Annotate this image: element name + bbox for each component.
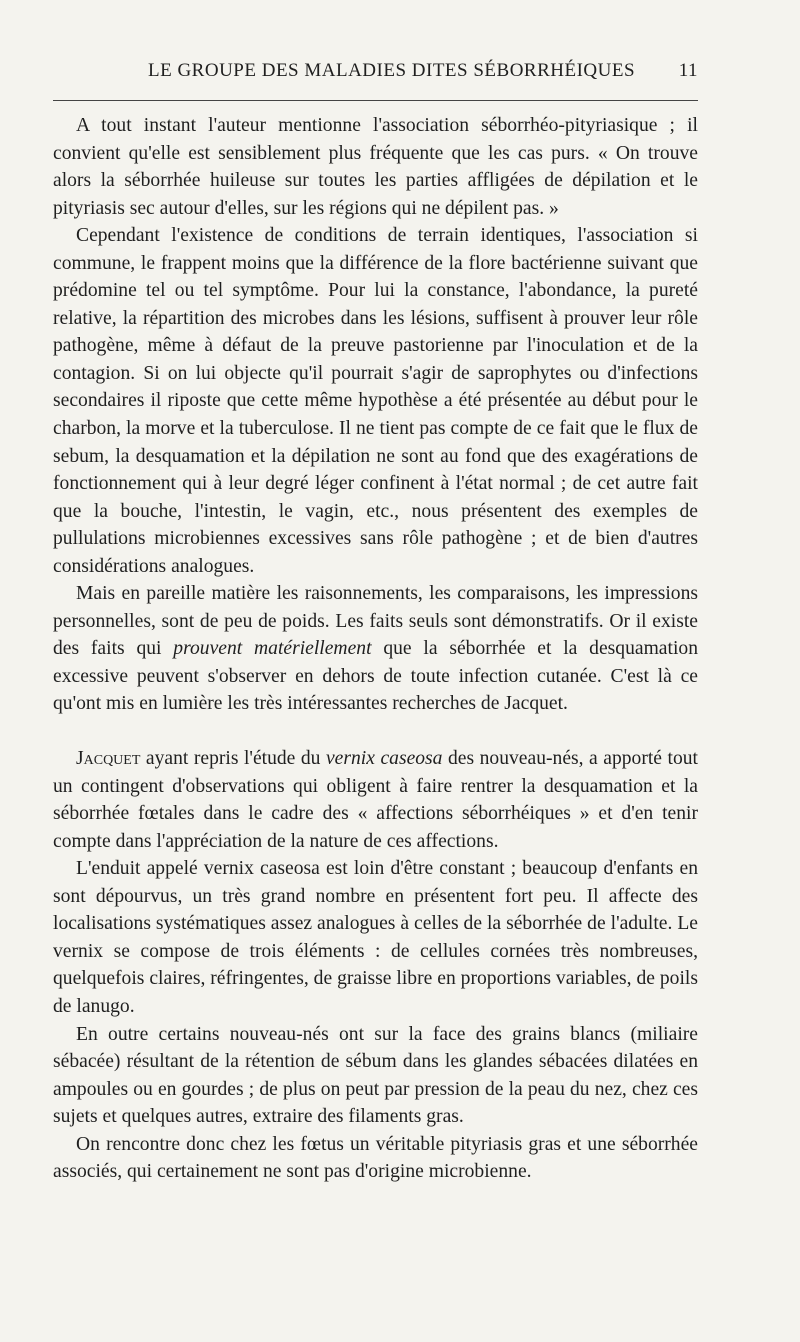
paragraph-7: On rencontre donc chez les fœtus un véritable pityriasis gras et une séborrhée associés, qui certainement ne sont pas d'origine microbienne. [53,1133,698,1183]
page-number: 11 [678,60,698,81]
paragraph-4 [53,745,698,855]
paragraph-2: Cependant l'existence de conditions de terrain identiques, l'association si commune, le frappent moins que la différence de la flore bactérienne suivant que prédomine tel ou tel symptôme. Pour lui la constance, l'abondance, la pureté relative, la répartition des microbes dans les lésions, suffisent à prouver leur rôle pathogène, même à défaut de la preuve pastorienne par l'inoculation et de la contagion. Si on lui objecte qu'il pourrait s'agir de saprophytes ou d'infections secondaires il riposte que cette même hypothèse a été présentée au début pour le charbon, la morve et la tuberculose. Il ne tient pas compte de ce fait que le flux de sebum, la desquamation et la dépilation ne sont au fond que des exagérations de fonctionnement qui à leur degré léger confinent à l'état normal ; de cet autre fait que la bouche, l'intestin, le vagin, etc., nous présentent des exemples de pullulations microbiennes excessives sans rôle pathogène ; et de bien d'autres considérations analogues. [53,225,698,577]
paragraph-4-text-b: des nouveau-nés, a apporté tout un contingent d'observations qui obligent à faire rentrer la desquamation et la séborrhée fœtales dans le cadre des « affections séborrhéiques » et d'en tenir compte dans l'appréciation de la nature de ces affections. [53,748,698,852]
paragraph-3-emphasis: prouvent matériellement [173,638,372,660]
paragraph-6: En outre certains nouveau-nés ont sur la face des grains blancs (miliaire sébacée) résultant de la rétention de sébum dans les glandes sébacées dilatées en ampoules ou en gourdes ; de plus on peut par pression de la peau du nez, chez ces sujets et quelques autres, extraire des filaments gras. [53,1023,698,1128]
paragraph-3-text-a: Mais en pareille matière les raisonnements, les comparaisons, les impressions personnelles, sont de peu de poids. Les faits seuls sont démonstratifs. Or il existe des faits qui [53,583,698,660]
paragraph-5: L'enduit appelé vernix caseosa est loin d'être constant ; beaucoup d'enfants en sont dépourvus, un très grand nombre en présentent fort peu. Il affecte des localisations systématiques assez analogues à celles de la séborrhée de l'adulte. Le vernix se compose de trois éléments : de cellules cornées très nombreuses, quelquefois claires, réfringentes, de graisse libre en proportions variables, de poils de lanugo. [53,858,698,1017]
author-name: Jacquet [76,748,141,770]
body-text [53,112,698,1186]
paragraph-4-text-a: ayant repris l'étude du [140,748,326,770]
running-title: LE GROUPE DES MALADIES DITES SÉBORRHÉIQUES [148,60,636,81]
paragraph-4-emphasis: vernix caseosa [325,748,443,770]
paragraph-1: A tout instant l'auteur mentionne l'association séborrhéo-pityriasique ; il convient qu'elle est sensiblement plus fréquente que les cas purs. « On trouve alors la séborrhée huileuse sur toutes les parties affligées de dépilation et le pityriasis sec autour d'elles, sur les régions qui ne dépilent pas. » [53,115,698,219]
paragraph-3-text-b: que la séborrhée et la desquamation excessive peuvent s'observer en dehors de toute infection cutanée. C'est là ce qu'ont mis en lumière les très intéressantes recherches de Jacquet. [53,638,698,715]
header-rule [53,100,698,101]
paragraph-3 [53,580,698,718]
